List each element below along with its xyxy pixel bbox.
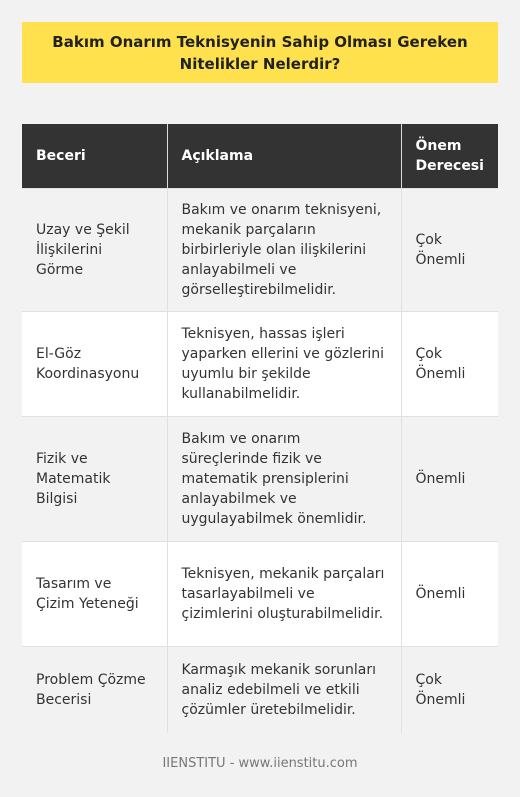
importance-cell: Önemli: [401, 542, 498, 647]
importance-cell: Çok Önemli: [401, 647, 498, 733]
title-banner: [22, 22, 498, 83]
description-cell: Bakım ve onarım teknisyeni, mekanik parçaların birbirleriyle olan ilişkilerini anlayabilmeli ve görselleştirebilmelidir.: [167, 189, 401, 312]
description-cell: Bakım ve onarım süreçlerinde fizik ve matematik prensiplerini anlayabilmek ve uygulayabilmek önemlidir.: [167, 417, 401, 542]
header-skill: Beceri: [22, 124, 167, 189]
description-cell: Karmaşık mekanik sorunları analiz edebilmeli ve etkili çözümler üretebilmelidir.: [167, 647, 401, 733]
skills-table: [22, 124, 498, 733]
importance-cell: Önemli: [401, 417, 498, 542]
table-row: [22, 312, 498, 417]
table-row: [22, 542, 498, 647]
header-importance: Önem Derecesi: [401, 124, 498, 189]
table-header-row: [22, 124, 498, 189]
skill-cell: Uzay ve Şekil İlişkilerini Görme: [22, 189, 167, 312]
skill-cell: El-Göz Koordinasyonu: [22, 312, 167, 417]
skill-cell: Tasarım ve Çizim Yeteneği: [22, 542, 167, 647]
skill-cell: Fizik ve Matematik Bilgisi: [22, 417, 167, 542]
description-cell: Teknisyen, mekanik parçaları tasarlayabilmeli ve çizimlerini oluşturabilmelidir.: [167, 542, 401, 647]
importance-cell: Çok Önemli: [401, 189, 498, 312]
footer-credit: IIENSTITU - www.iienstitu.com: [162, 756, 358, 771]
header-description: Açıklama: [167, 124, 401, 189]
table-row: [22, 417, 498, 542]
importance-cell: Çok Önemli: [401, 312, 498, 417]
table-row: [22, 647, 498, 733]
page-title: Bakım Onarım Teknisyenin Sahip Olması Gereken Nitelikler Nelerdir?: [52, 32, 468, 73]
skill-cell: Problem Çözme Becerisi: [22, 647, 167, 733]
table-row: [22, 189, 498, 312]
description-cell: Teknisyen, hassas işleri yaparken ellerini ve gözlerini uyumlu bir şekilde kullanabilmelidir.: [167, 312, 401, 417]
